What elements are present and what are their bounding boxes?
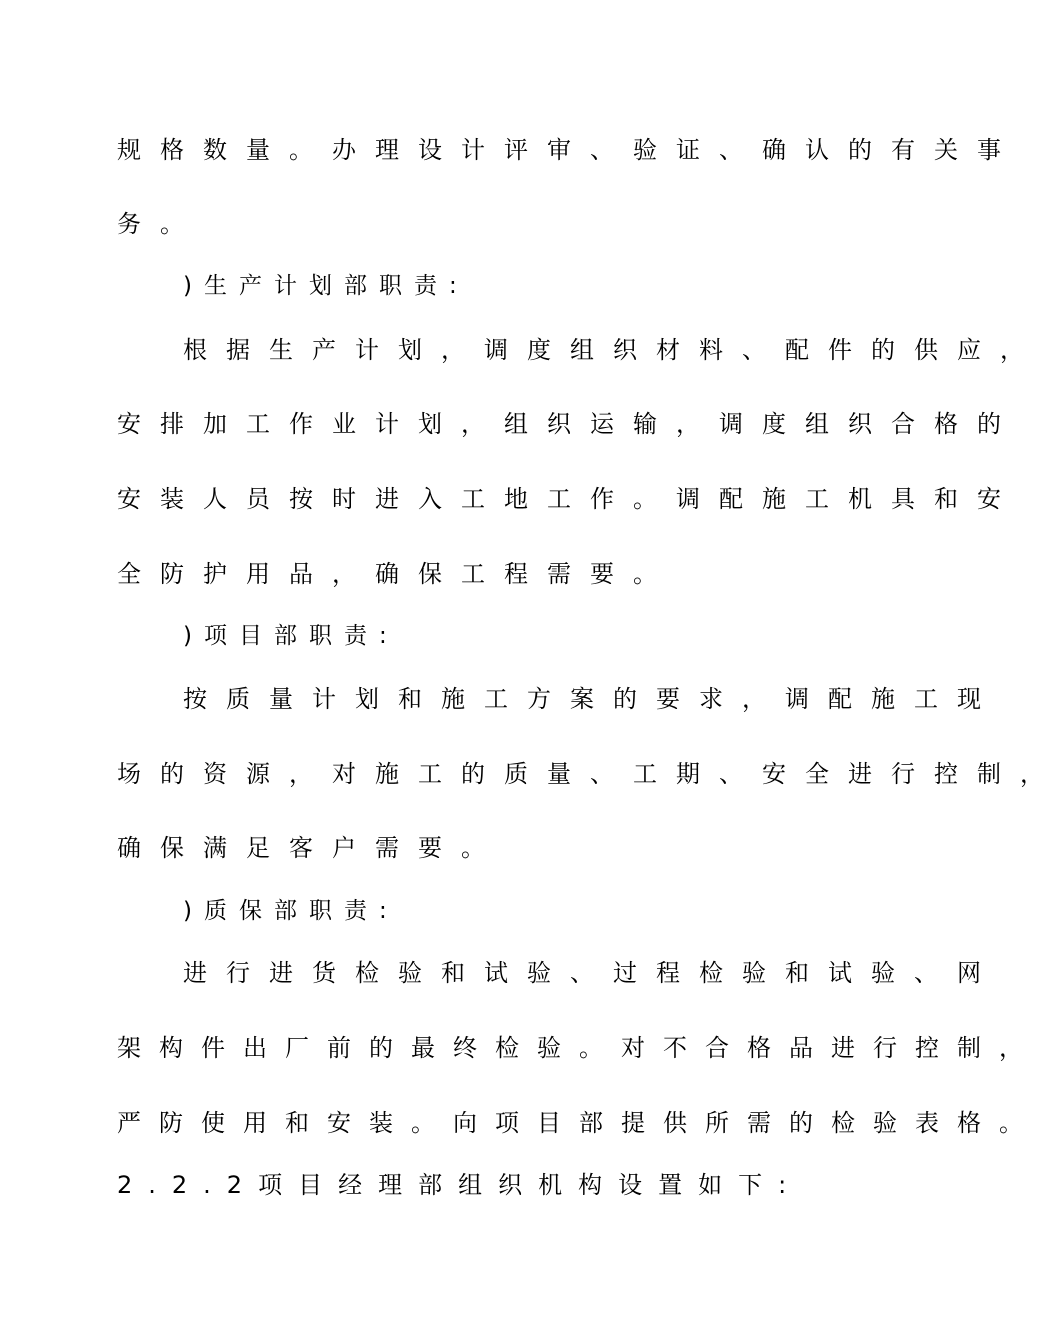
paragraph-line: 按质量计划和施工方案的要求，调配施工现 xyxy=(183,685,1000,713)
paragraph-line: 确保满足客户需要。 xyxy=(117,834,504,862)
subsection-heading: 2.2.2项目经理部组织机构设置如下: xyxy=(117,1171,803,1199)
section-heading-project-department: )项目部职责: xyxy=(183,623,399,649)
section-heading-production-planning: )生产计划部职责: xyxy=(183,273,469,299)
paragraph-line: 场的资源，对施工的质量、工期、安全进行控制， xyxy=(117,760,1063,788)
paragraph-line: 根据生产计划，调度组织材料、配件的供应， xyxy=(183,336,1043,364)
paragraph-line: 进行进货检验和试验、过程检验和试验、网 xyxy=(183,959,1000,987)
paragraph-line: 架构件出厂前的最终检验。对不合格品进行控制， xyxy=(117,1034,1041,1062)
paragraph-line: 安排加工作业计划，组织运输，调度组织合格的 xyxy=(117,410,1020,438)
paragraph-line: 规格数量。办理设计评审、验证、确认的有关事 xyxy=(117,136,1020,164)
paragraph-line: 务。 xyxy=(117,210,203,238)
section-heading-quality-assurance: )质保部职责: xyxy=(183,898,399,924)
paragraph-line: 全防护用品，确保工程需要。 xyxy=(117,560,676,588)
paragraph-line: 安装人员按时进入工地工作。调配施工机具和安 xyxy=(117,485,1020,513)
paragraph-line: 严防使用和安装。向项目部提供所需的检验表格。 xyxy=(117,1109,1041,1137)
